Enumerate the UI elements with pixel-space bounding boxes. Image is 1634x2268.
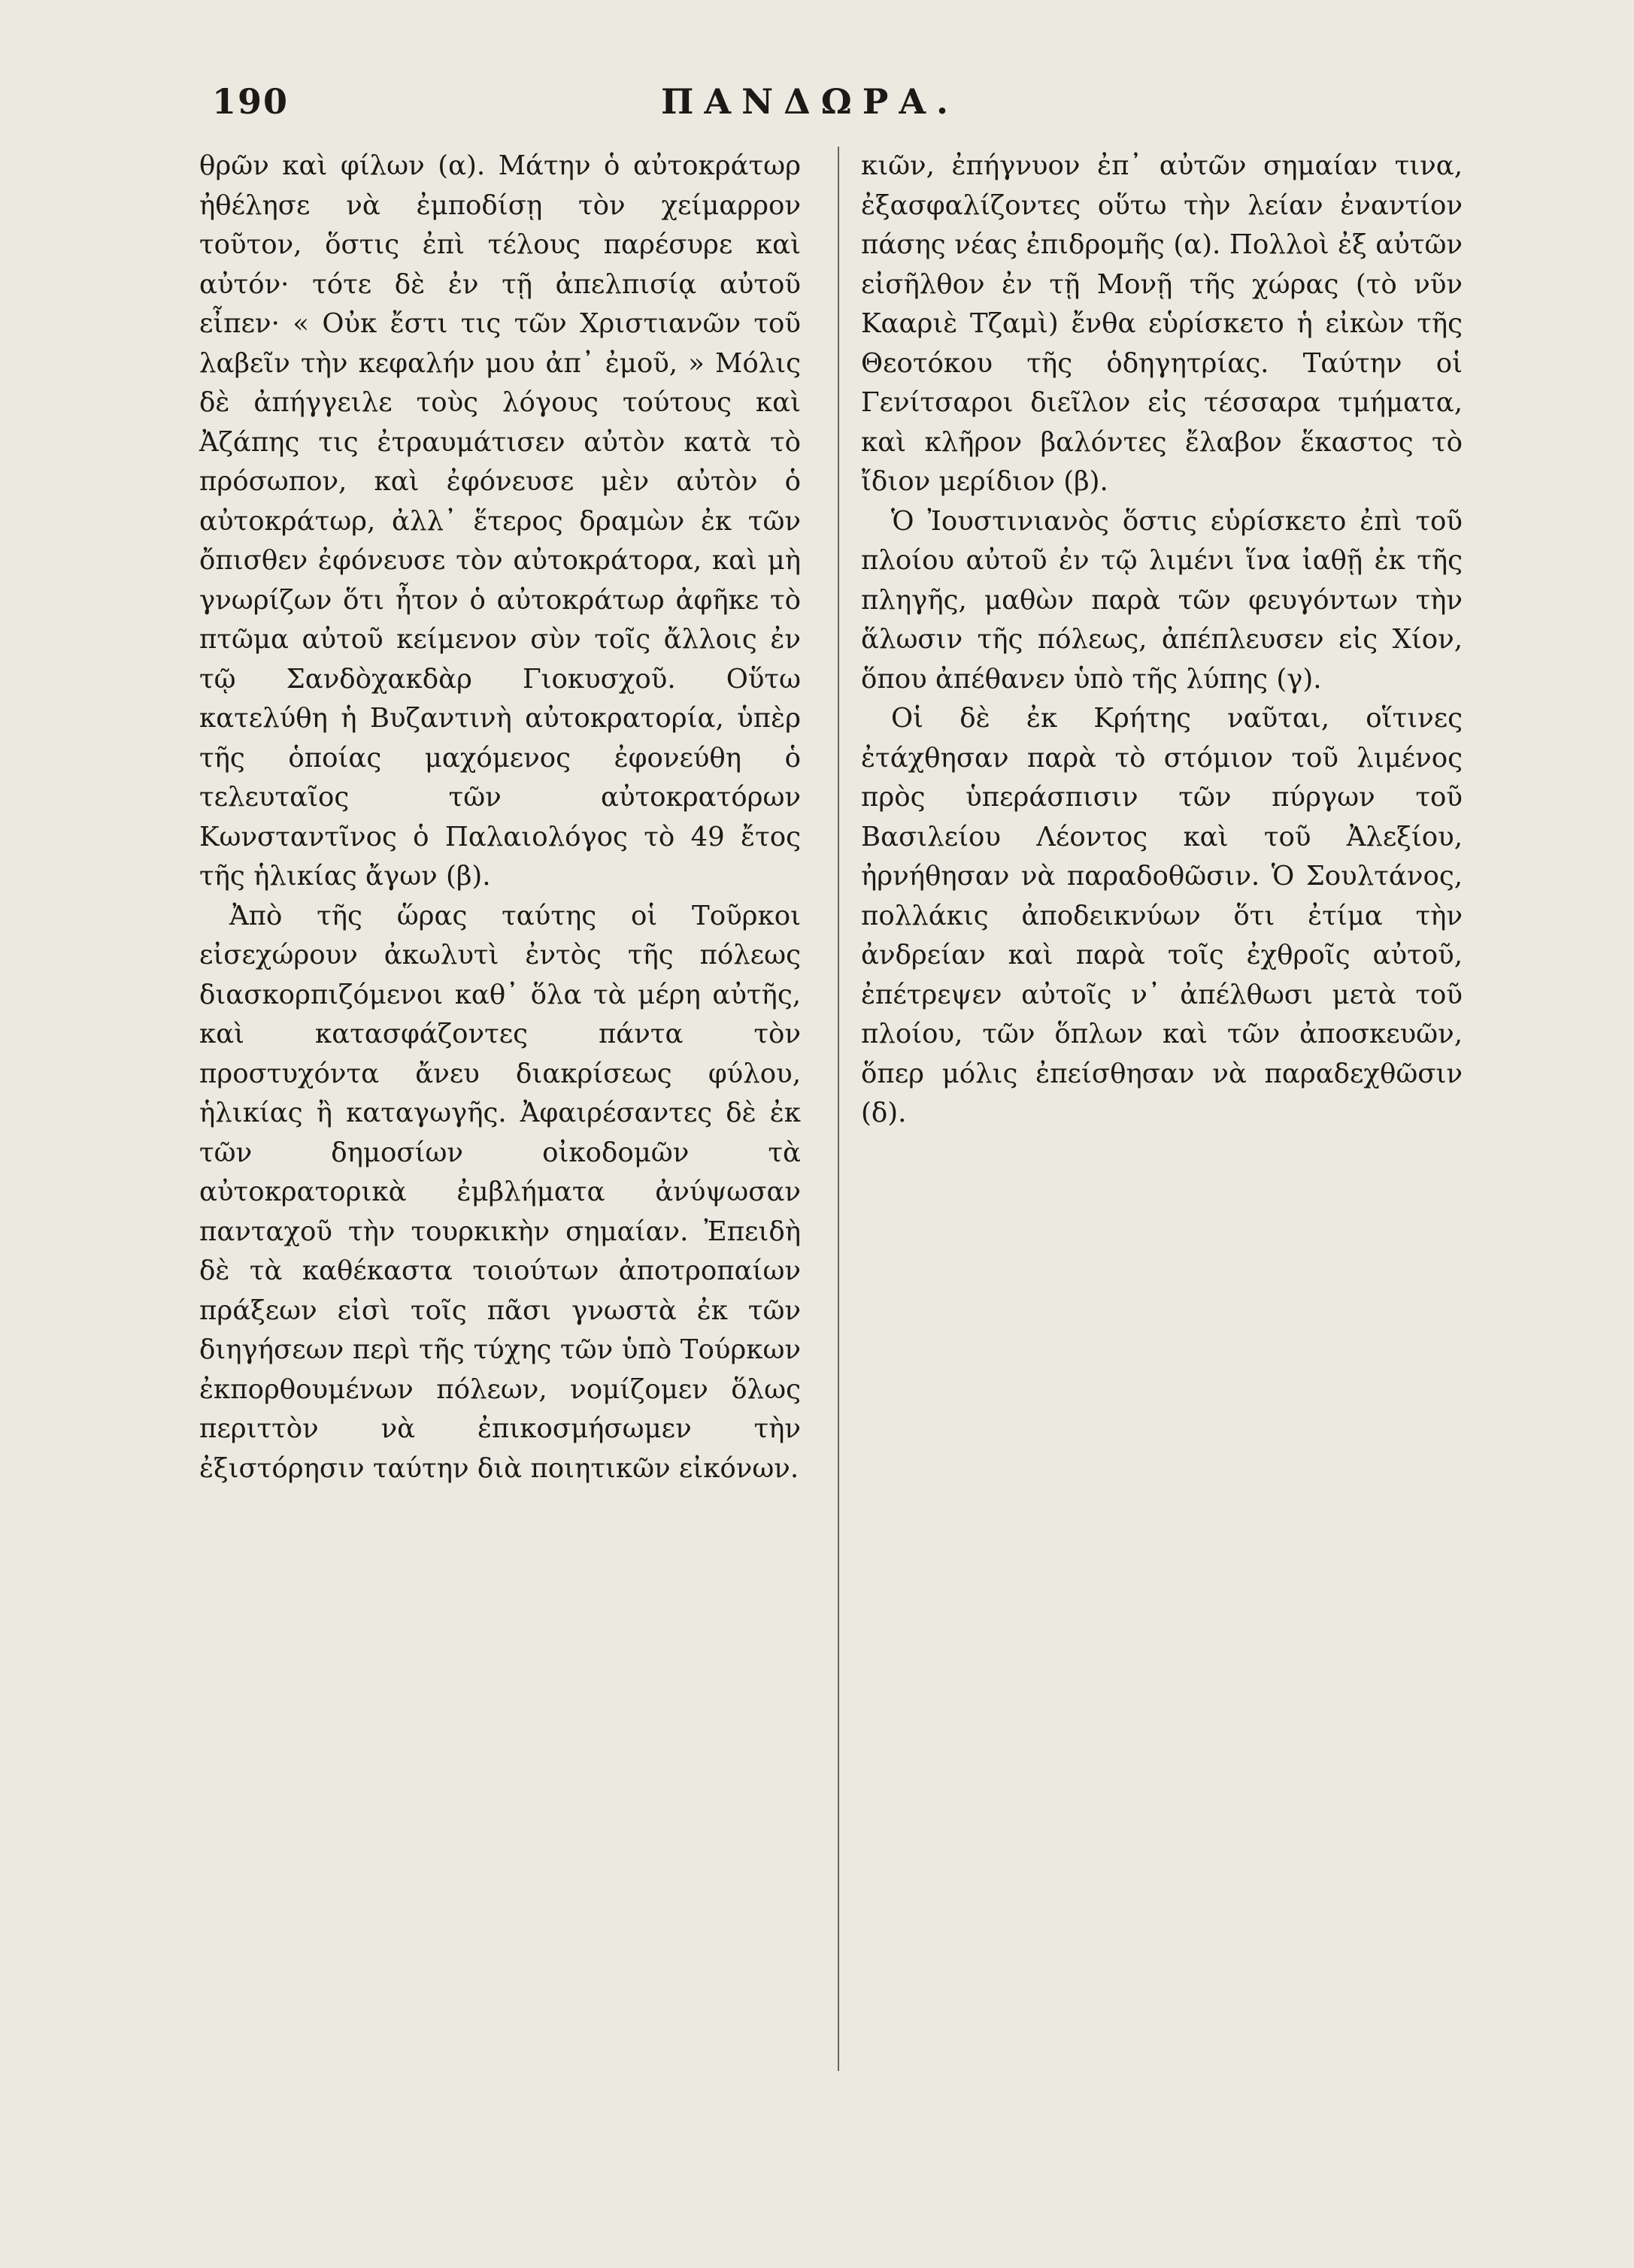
right-paragraph-1: κιῶν, ἐπήγνυον ἐπ᾽ αὐτῶν σημαίαν τινα, ἐξασφαλίζοντες οὕτω τὴν λείαν ἐναντίον πάσης νέας ἐπιδρομῆς (α). Πολλοὶ ἐξ αὐτῶν εἰσῆλθον ἐν τῇ Μονῇ τῆς χώρας (τὸ νῦν Κααριὲ Τζαμὶ) ἔνθα εὑρίσκετο ἡ εἰκὼν τῆς Θεοτόκου τῆς ὁδηγητρίας. Ταύτην οἱ Γενίτσαροι διεῖλον εἰς τέσσαρα τμήματα, καὶ κλῆρον βαλόντες ἔλαβον ἕκαστος τὸ ἴδιον μερίδιον (β). bbox=[861, 150, 1463, 497]
left-paragraph-1: θρῶν καὶ φίλων (α). Μάτην ὁ αὐτοκράτωρ ἠθέλησε νὰ ἐμποδίσῃ τὸν χείμαρρον τοῦτον, ὅστις ἐπὶ τέλους παρέσυρε καὶ αὐτόν· τότε δὲ ἐν τῇ ἀπελπισίᾳ αὐτοῦ εἶπεν· « Οὐκ ἔστι τις τῶν Χριστιανῶν τοῦ λαβεῖν τὴν κεφαλήν μου ἀπ᾽ ἐμοῦ, » Μόλις δὲ ἀπήγγειλε τοὺς λόγους τούτους καὶ Ἀζάπης τις ἐτραυμάτισεν αὐτὸν κατὰ τὸ πρόσωπον, καὶ ἐφόνευσε μὲν αὐτὸν ὁ αὐτοκράτωρ, ἀλλ᾽ ἕτερος δραμὼν ἐκ τῶν ὄπισθεν ἐφόνευσε τὸν αὐτοκράτορα, καὶ μὴ γνωρίζων ὅτι ἦτον ὁ αὐτοκράτωρ ἀφῆκε τὸ πτῶμα αὐτοῦ κείμενον σὺν τοῖς ἄλλοις ἐν τῷ Σανδὸχακδὰρ Γιοκυσχοῦ. Οὕτω κατελύθη ἡ Βυζαντινὴ αὐτοκρατορία, ὑπὲρ τῆς ὁποίας μαχόμενος ἐφονεύθη ὁ τελευταῖος τῶν αὐτοκρατόρων Κωνσταντῖνος ὁ Παλαιολόγος τὸ 49 ἔτος τῆς ἡλικίας ἄγων (β). bbox=[199, 150, 801, 892]
right-paragraph-3: Οἱ δὲ ἐκ Κρήτης ναῦται, οἵτινες ἐτάχθησαν παρὰ τὸ στόμιον τοῦ λιμένος πρὸς ὑπεράσπισιν τῶν πύργων τοῦ Βασιλείου Λέοντος καὶ τοῦ Ἀλεξίου, ἠρνήθησαν νὰ παραδοθῶσιν. Ὁ Σουλτάνος, πολλάκις ἀποδεικνύων ὅτι ἐτίμα τὴν ἀνδρείαν καὶ παρὰ τοῖς ἐχθροῖς αὐτοῦ, ἐπέτρεψεν αὐτοῖς ν᾽ ἀπέλθωσι μετὰ τοῦ πλοίου, τῶν ὅπλων καὶ τῶν ἀποσκευῶν, ὅπερ μόλις ἐπείσθησαν νὰ παραδεχθῶσιν (δ). bbox=[861, 703, 1463, 1128]
right-paragraph-2: Ὁ Ἰουστινιανὸς ὅστις εὑρίσκετο ἐπὶ τοῦ πλοίου αὐτοῦ ἐν τῷ λιμένι ἵνα ἰαθῇ ἐκ τῆς πληγῆς, μαθὼν παρὰ τῶν φευγόντων τὴν ἅλωσιν τῆς πόλεως, ἀπέπλευσεν εἰς Χίον, ὅπου ἀπέθανεν ὑπὸ τῆς λύπης (γ). bbox=[861, 505, 1463, 695]
page-header bbox=[212, 81, 1408, 134]
left-column bbox=[199, 147, 801, 1488]
page-number: 190 bbox=[212, 81, 290, 122]
right-column bbox=[861, 147, 1463, 1134]
column-divider bbox=[838, 147, 839, 2071]
left-paragraph-2: Ἀπὸ τῆς ὥρας ταύτης οἱ Τοῦρκοι εἰσεχώρουν ἀκωλυτὶ ἐντὸς τῆς πόλεως διασκορπιζόμενοι καθ᾽ ὅλα τὰ μέρη αὐτῆς, καὶ κατασφάζοντες πάντα τὸν προστυχόντα ἄνευ διακρίσεως φύλου, ἡλικίας ἢ καταγωγῆς. Ἀφαιρέσαντες δὲ ἐκ τῶν δημοσίων οἰκοδομῶν τὰ αὐτοκρατορικὰ ἐμβλήματα ἀνύψωσαν πανταχοῦ τὴν τουρκικὴν σημαίαν. Ἐπειδὴ δὲ τὰ καθέκαστα τοιούτων ἀποτροπαίων πράξεων εἰσὶ τοῖς πᾶσι γνωστὰ ἐκ τῶν διηγήσεων περὶ τῆς τύχης τῶν ὑπὸ Τούρκων ἐκπορθουμένων πόλεων, νομίζομεν ὅλως περιττὸν νὰ ἐπικοσμήσωμεν τὴν ἐξιστόρησιν ταύτην διὰ ποιητικῶν εἰκόνων. bbox=[199, 900, 801, 1484]
running-title: ΠΑΝΔΩΡΑ. bbox=[660, 81, 959, 122]
